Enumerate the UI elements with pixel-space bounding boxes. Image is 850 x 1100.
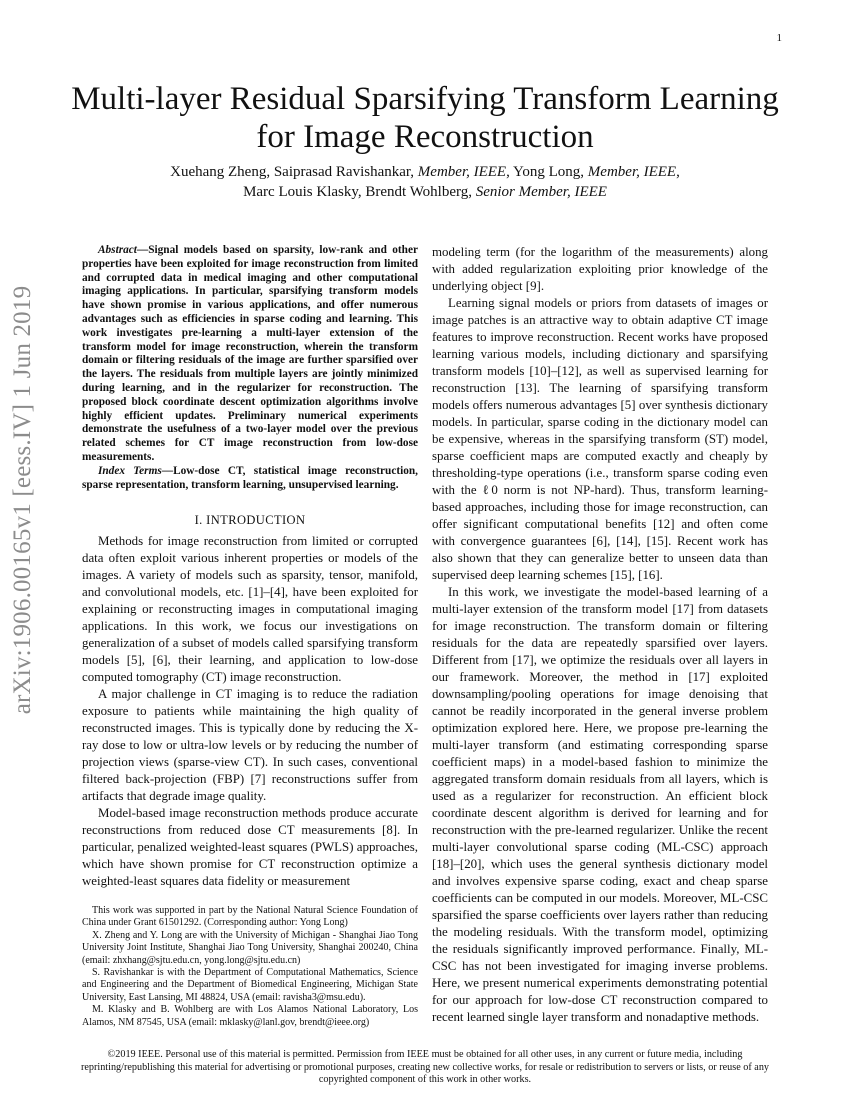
author-title-1b: Member, IEEE (417, 164, 507, 180)
author-title-1d: Member, IEEE (587, 164, 677, 180)
footnote-affiliation-2: S. Ravishankar is with the Department of Computational Mathematics, Science and Engineering and the Department of Biomedical Engineering, Michigan State University, East Lansing, MI 48824, USA (email: ravisha3@msu.edu). (82, 967, 418, 1003)
intro-paragraph-1: Methods for image reconstruction from limited or corrupted data often exploit various inherent properties or models of the images. A variety of models such as sparsity, tensor, manifold, and convolutional models, etc. [1]–[4], have been exploited for explaining or reconstructing images in computational imaging applications. In this work, we focus our investigations on generalization of a subset of models called sparsifying transform models [5], [6], their learning, and application to low-dose computed tomography (CT) image reconstruction. (82, 534, 418, 685)
abstract-label: Abstract (98, 244, 137, 256)
left-column (82, 244, 418, 890)
authors-text-1a: Xuehang Zheng, Saiprasad Ravishankar, (170, 164, 418, 180)
footnote-funding: This work was supported in part by the National Natural Science Foundation of China under Grant 61501292. (Corresponding author: Yong Long) (82, 905, 418, 929)
arxiv-sidebar (2, 285, 44, 715)
author-list (60, 162, 790, 202)
abstract (82, 244, 418, 465)
paper-title: Multi-layer Residual Sparsifying Transform Learning for Image Reconstruction (71, 81, 779, 155)
author-line-2 (60, 182, 790, 202)
intro-paragraph-2: A major challenge in CT imaging is to reduce the radiation exposure to patients while maintaining the high quality of reconstructed images. This is typically done by reducing the X-ray dose to low or ultra-low levels or by reducing the number of projection views (sparse-view CT). In such cases, conventional filtered back-projection (FBP) [7] reconstructions suffer from artifacts that degrade image quality. (82, 687, 418, 804)
body-paragraph-learning: Learning signal models or priors from datasets of images or image patches is an attractive way to obtain adaptive CT image features to improve reconstruction. Recent works have proposed learning various models, including dictionary and sparsifying transform models [10]–[12], as well as supervised learning for reconstruction [13]. The learning of sparsifying transform models offers numerous advantages [5] over synthesis dictionary models. In particular, sparse coding in the dictionary model can be expensive, whereas in the sparsifying transform (ST) model, sparse coefficient maps are computed exactly and cheaply by thresholding-type operations (i.e., transform sparse coding even with the ℓ0 norm is not NP-hard). Thus, transform learning-based approaches, including those for image reconstruction, can offer significant computational benefits [12] and often come with convergence guarantees [6], [14], [15]. Recent work has also shown that they can generalize better to unseen data than supervised deep learning schemes [15], [16]. (432, 296, 768, 582)
footnote-affiliation-1: X. Zheng and Y. Long are with the University of Michigan - Shanghai Jiao Tong University Joint Institute, Shanghai Jiao Tong University, Shanghai 200240, China (email: zhxhang@sjtu.edu.cn, yong.long@sjtu.edu.cn) (82, 929, 418, 966)
abstract-text: —Signal models based on sparsity, low-rank and other properties have been exploited for image reconstruction from limited and corrupted data in medical imaging and other computational imaging applications. In particular, sparsifying transform models have shown promise in various applications, and offer numerous advantages such as efficiencies in sparse coding and learning. This work investigates pre-learning a multi-layer extension of the transform model for image reconstruction, wherein the transform domain or filtering residuals of the image are further sparsified over the layers. The residuals from multiple layers are jointly minimized during learning, and in the regularizer for reconstruction. The proposed block coordinate descent optimization algorithms involve highly efficient updates. Preliminary numerical experiments demonstrate the usefulness of a two-layer model over the previous related schemes for CT image reconstruction from low-dose measurements. (82, 244, 418, 463)
index-terms-label: Index Terms (98, 464, 162, 477)
body-paragraph-this-work: In this work, we investigate the model-based learning of a multi-layer extension of the transform model [17] from datasets for image reconstruction. The transform domain or filtering residuals for the data are repeatedly sparsified over layers. Different from [17], we optimize the residuals over all layers in our framework. Moreover, the method in [17] exploited downsampling/pooling operations for image denoising that cannot be readily incorporated in the general inverse problem optimization explored here. Here, we propose pre-learning the multi-layer transform (and estimating corresponding sparse coefficient maps) in a model-based fashion to minimize the aggregated transform domain residuals from all layers, which is used as a regularizer for reconstruction. An efficient block coordinate descent algorithm is derived for learning and for reconstruction with the pre-learned regularizer. Unlike the recent multi-layer convolutional sparse coding (ML-CSC) approach [18]–[20], which uses the general synthesis dictionary model and involves expensive sparse coding, exact and cheap sparse coefficients can be computed in our models. Moreover, ML-CSC sparsified the sparse coefficients over layers rather than reducing the modeling residuals. With the transform model, optimizing the residuals significantly improved performance. Finally, ML-CSC has not been investigated for imaging inverse problems. Here, we present numerical experiments demonstrating potential for our approach for low-dose CT reconstruction compared to recent learned single layer transform and nonadaptive methods. (432, 585, 768, 1024)
copyright-notice: ©2019 IEEE. Personal use of this material is permitted. Permission from IEEE must be obtained for all other uses, in any current or future media, including reprinting/republishing this material for advertising or promotional purposes, creating new collective works, for resale or redistribution to servers or lists, or reuse of any copyrighted component of this work in other works. (80, 1049, 770, 1086)
index-terms (82, 465, 418, 493)
body-paragraph-continued: modeling term (for the logarithm of the measurements) along with added regularization exploiting prior knowledge of the underlying object [9]. (432, 245, 768, 293)
footnotes (82, 905, 418, 1029)
authors-text-2a: Marc Louis Klasky, Brendt Wohlberg, (243, 184, 476, 200)
intro-paragraph-3: Model-based image reconstruction methods produce accurate reconstructions from reduced dose CT measurements [8]. In particular, penalized weighted-least squares (PWLS) approaches, which have shown promise for CT reconstruction optimize a weighted-least squares data fidelity or measurement (82, 806, 418, 889)
page-number: 1 (776, 32, 782, 44)
author-line-1 (60, 162, 790, 182)
author-title-2b: Senior Member, IEEE (475, 184, 607, 200)
authors-text-1e: , (676, 164, 680, 180)
arxiv-identifier: arXiv:1906.00165v1 [eess.IV] 1 Jun 2019 (9, 285, 36, 715)
section-heading-introduction: I. INTRODUCTION (194, 513, 306, 528)
index-terms-text: —Low-dose CT, statistical image reconstruction, sparse representation, transform learning, unsupervised learning. (82, 464, 418, 491)
footnote-affiliation-3: M. Klasky and B. Wohlberg are with Los Alamos National Laboratory, Los Alamos, NM 87545, USA (email: mklasky@lanl.gov, brendt@ieee.org) (82, 1004, 418, 1028)
authors-text-1c: , Yong Long, (506, 164, 588, 180)
right-column (432, 244, 768, 1026)
